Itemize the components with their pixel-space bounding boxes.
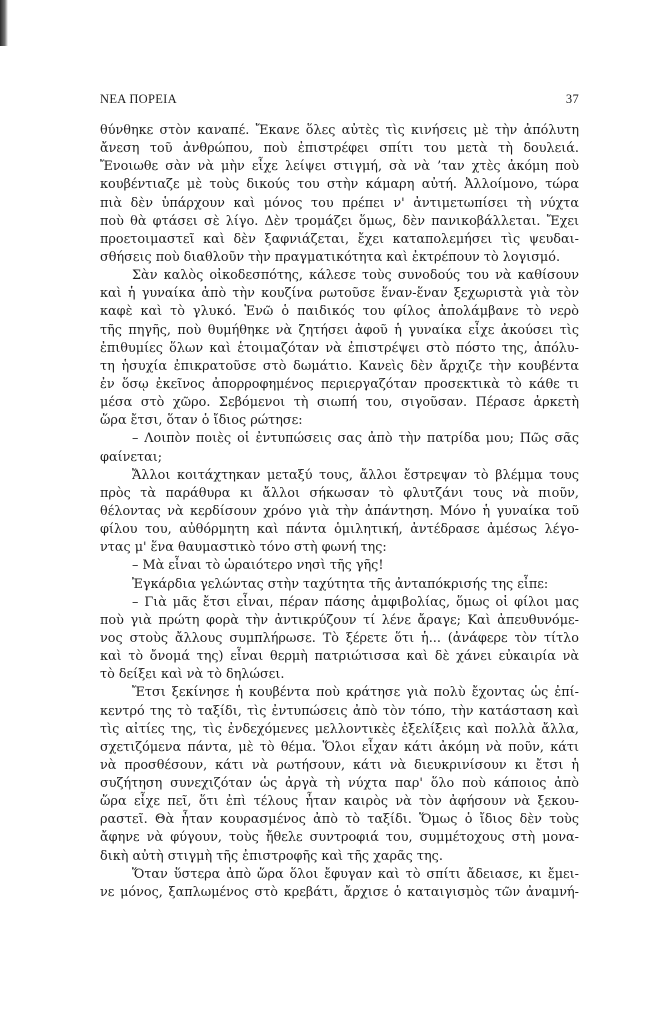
text-line: Ὅταν ὕστερα ἀπὸ ὥρα ὅλοι ἔφυγαν καὶ τὸ σπίτι ἄδειασε, κι ἔμει- <box>132 866 579 882</box>
text-line: καφὲ καὶ τὸ γλυκό. Ἐνῶ ὁ παιδικός του φίλος ἀπολάμβανε τὸ νερὸ <box>100 304 579 320</box>
text-line: ραστεῖ. Θὰ ἦταν κουρασμένος ἀπὸ τὸ ταξίδι. Ὅμως ὁ ἴδιος δὲν τοὺς <box>100 812 579 828</box>
text-line: πιὰ δὲν ὑπάρχουν καὶ μόνος του πρέπει ν' ἀντιμετωπίσει τὴ νύχτα <box>100 195 579 211</box>
text-line: – Γιὰ μᾶς ἔτσι εἶναι, πέραν πάσης ἀμφιβολίας, ὅμως οἱ φίλοι μας <box>132 594 579 610</box>
text-line: Σὰν καλὸς οἰκοδεσπότης, κάλεσε τοὺς συνοδούς του νὰ καθίσουν <box>132 268 579 284</box>
text-line: τη ἡσυχία ἐπικρατοῦσε στὸ δωμάτιο. Κανεὶς δὲν ἄρχιζε τὴν κουβέντα <box>100 358 579 374</box>
text-line: νὰ προσθέσουν, κάτι νὰ ρωτήσουν, κάτι νὰ διευκρινίσουν κι ἔτσι ἡ <box>100 757 579 773</box>
text-line: τῆς πηγῆς, ποὺ θυμήθηκε νὰ ζητήσει ἀφοῦ ἡ γυναίκα εἶχε ἀκούσει τὶς <box>100 322 579 338</box>
text-line: νε μόνος, ξαπλωμένος στὸ κρεβάτι, ἄρχισε ὁ καταιγισμὸς τῶν ἀναμνή- <box>100 884 579 900</box>
text-line: Ἄλλοι κοιτάχτηκαν μεταξύ τους, ἄλλοι ἔστρεψαν τὸ βλέμμα τους <box>132 467 579 483</box>
text-line: καὶ τὸ ὄνομά της) εἶναι θερμὴ πατριώτισσα καὶ δὲ χάνει εὐκαιρία νὰ <box>100 649 579 665</box>
text-line: καὶ ἡ γυναίκα ἀπὸ τὴν κουζίνα ρωτοῦσε ἕναν-ἕναν ξεχωριστὰ γιὰ τὸν <box>100 286 579 302</box>
text-line: ἐπιθυμίες ὅλων καὶ ἑτοιμαζόταν νὰ ἐπιστρέψει στὸ πόστο της, ἀπόλυ- <box>100 340 579 356</box>
text-line: κουβέντιαζε μὲ τοὺς δικούς του στὴν κάμαρη αὐτή. Ἀλλοίμονο, τώρα <box>100 177 579 193</box>
text-line: Ἔνοιωθε σὰν νὰ μὴν εἶχε λείψει στιγμή, σὰ νὰ ’ταν χτὲς ἀκόμη ποὺ <box>100 159 579 175</box>
text-line: κεντρό της τὸ ταξίδι, τὶς ἐντυπώσεις ἀπὸ τὸν τόπο, τὴν κατάσταση καὶ <box>100 703 579 719</box>
text-line: ντας μ' ἕνα θαυμαστικὸ τόνο στὴ φωνή της: <box>100 540 387 556</box>
text-line: ἄφηνε νὰ φύγουν, τοὺς ἤθελε συντροφιά του, συμμέτοχους στὴ μονα- <box>100 830 579 846</box>
text-line: συζήτηση συνεχιζόταν ὡς ἀργὰ τὴ νύχτα παρ' ὅλο ποὺ κάποιος ἀπὸ <box>100 776 579 792</box>
text-line: νος στοὺς ἄλλους συμπλήρωσε. Τὸ ξέρετε ὅτι ἡ... (ἀνάφερε τὸν τίτλο <box>100 630 579 646</box>
text-line: – Λοιπὸν ποιὲς οἱ ἐντυπώσεις σας ἀπὸ τὴν πατρίδα μου; Πῶς σᾶς <box>132 431 579 447</box>
text-line: – Μὰ εἶναι τὸ ὡραιότερο νησὶ τῆς γῆς! <box>132 558 384 574</box>
text-line: ὥρα εἶχε πεῖ, ὅτι ἐπὶ τέλους ἦταν καιρὸς νὰ τὸν ἀφήσουν νὰ ξεκου- <box>100 794 579 810</box>
body-text <box>100 122 579 902</box>
page-number: 37 <box>565 92 579 106</box>
text-line: πρὸς τὰ παράθυρα κι ἄλλοι σήκωσαν τὸ φλυτζάνι τους νὰ πιοῦν, <box>100 485 579 501</box>
text-line: Ἐγκάρδια γελώντας στὴν ταχύτητα τῆς ἀνταπόκρισής της εἶπε: <box>132 576 549 592</box>
text-line: Ἔτσι ξεκίνησε ἡ κουβέντα ποὺ κράτησε γιὰ πολὺ ἔχοντας ὡς ἐπί- <box>132 685 579 701</box>
text-line: ἐν ὅσῳ ἐκεῖνος ἀπορροφημένος περιεργαζόταν προσεκτικὰ τὸ κάθε τι <box>100 376 579 392</box>
text-line: ποὺ γιὰ πρώτη φορὰ τὴν ἀντικρύζουν τί λένε ἄραγε; Καὶ ἀπευθυνόμε- <box>100 612 579 628</box>
text-line: θύνθηκε στὸν καναπέ. Ἔκανε ὅλες αὐτὲς τὶς κινήσεις μὲ τὴν ἀπόλυτη <box>100 123 579 138</box>
text-line: προετοιμαστεῖ καὶ δὲν ξαφνιάζεται, ἔχει καταπολεμήσει τὶς ψευδαι- <box>100 231 579 247</box>
text-line: τὶς αἰτίες της, τὶς ἐνδεχόμενες μελλοντικὲς ἐξελίξεις καὶ πολλὰ ἄλλα, <box>100 721 579 737</box>
text-line: σθήσεις ποὺ διαθλοῦν τὴν πραγματικότητα καὶ ἐκτρέπουν τὸ λογισμό. <box>100 249 561 265</box>
text-line: ποὺ θὰ φτάσει σὲ λίγο. Δὲν τρομάζει ὅμως, δὲν πανικοβάλλεται. Ἔχει <box>100 213 579 229</box>
text-line: φαίνεται; <box>100 449 163 465</box>
text-line: σχετιζόμενα πάντα, μὲ τὸ θέμα. Ὅλοι εἶχαν κάτι ἀκόμη νὰ ποῦν, κάτι <box>100 739 579 755</box>
text-line: θέλοντας νὰ κερδίσουν χρόνο γιὰ τὴν ἀπάντηση. Μόνο ἡ γυναίκα τοῦ <box>100 503 579 519</box>
text-line: δικὴ αὐτὴ στιγμὴ τῆς ἐπιστροφῆς καὶ τῆς χαρᾶς της. <box>100 848 443 864</box>
text-line: ἄνεση τοῦ ἀνθρώπου, ποὺ ἐπιστρέφει σπίτι του μετὰ τὴ δουλειά. <box>100 141 579 157</box>
text-line: μέσα στὸ χῶρο. Σεβόμενοι τὴ σιωπή του, σιγοῦσαν. Πέρασε ἀρκετὴ <box>100 395 579 411</box>
text-line: φίλου του, αὐθόρμητη καὶ πάντα ὁμιλητική, ἀντέδρασε ἀμέσως λέγο- <box>100 522 579 538</box>
text-line: τὸ δείξει καὶ νὰ τὸ δηλώσει. <box>100 667 285 683</box>
running-title: ΝΕΑ ΠΟΡΕΙΑ <box>100 92 177 106</box>
text-line: ὥρα ἔτσι, ὅταν ὁ ἴδιος ρώτησε: <box>100 413 303 429</box>
running-head <box>100 92 579 110</box>
